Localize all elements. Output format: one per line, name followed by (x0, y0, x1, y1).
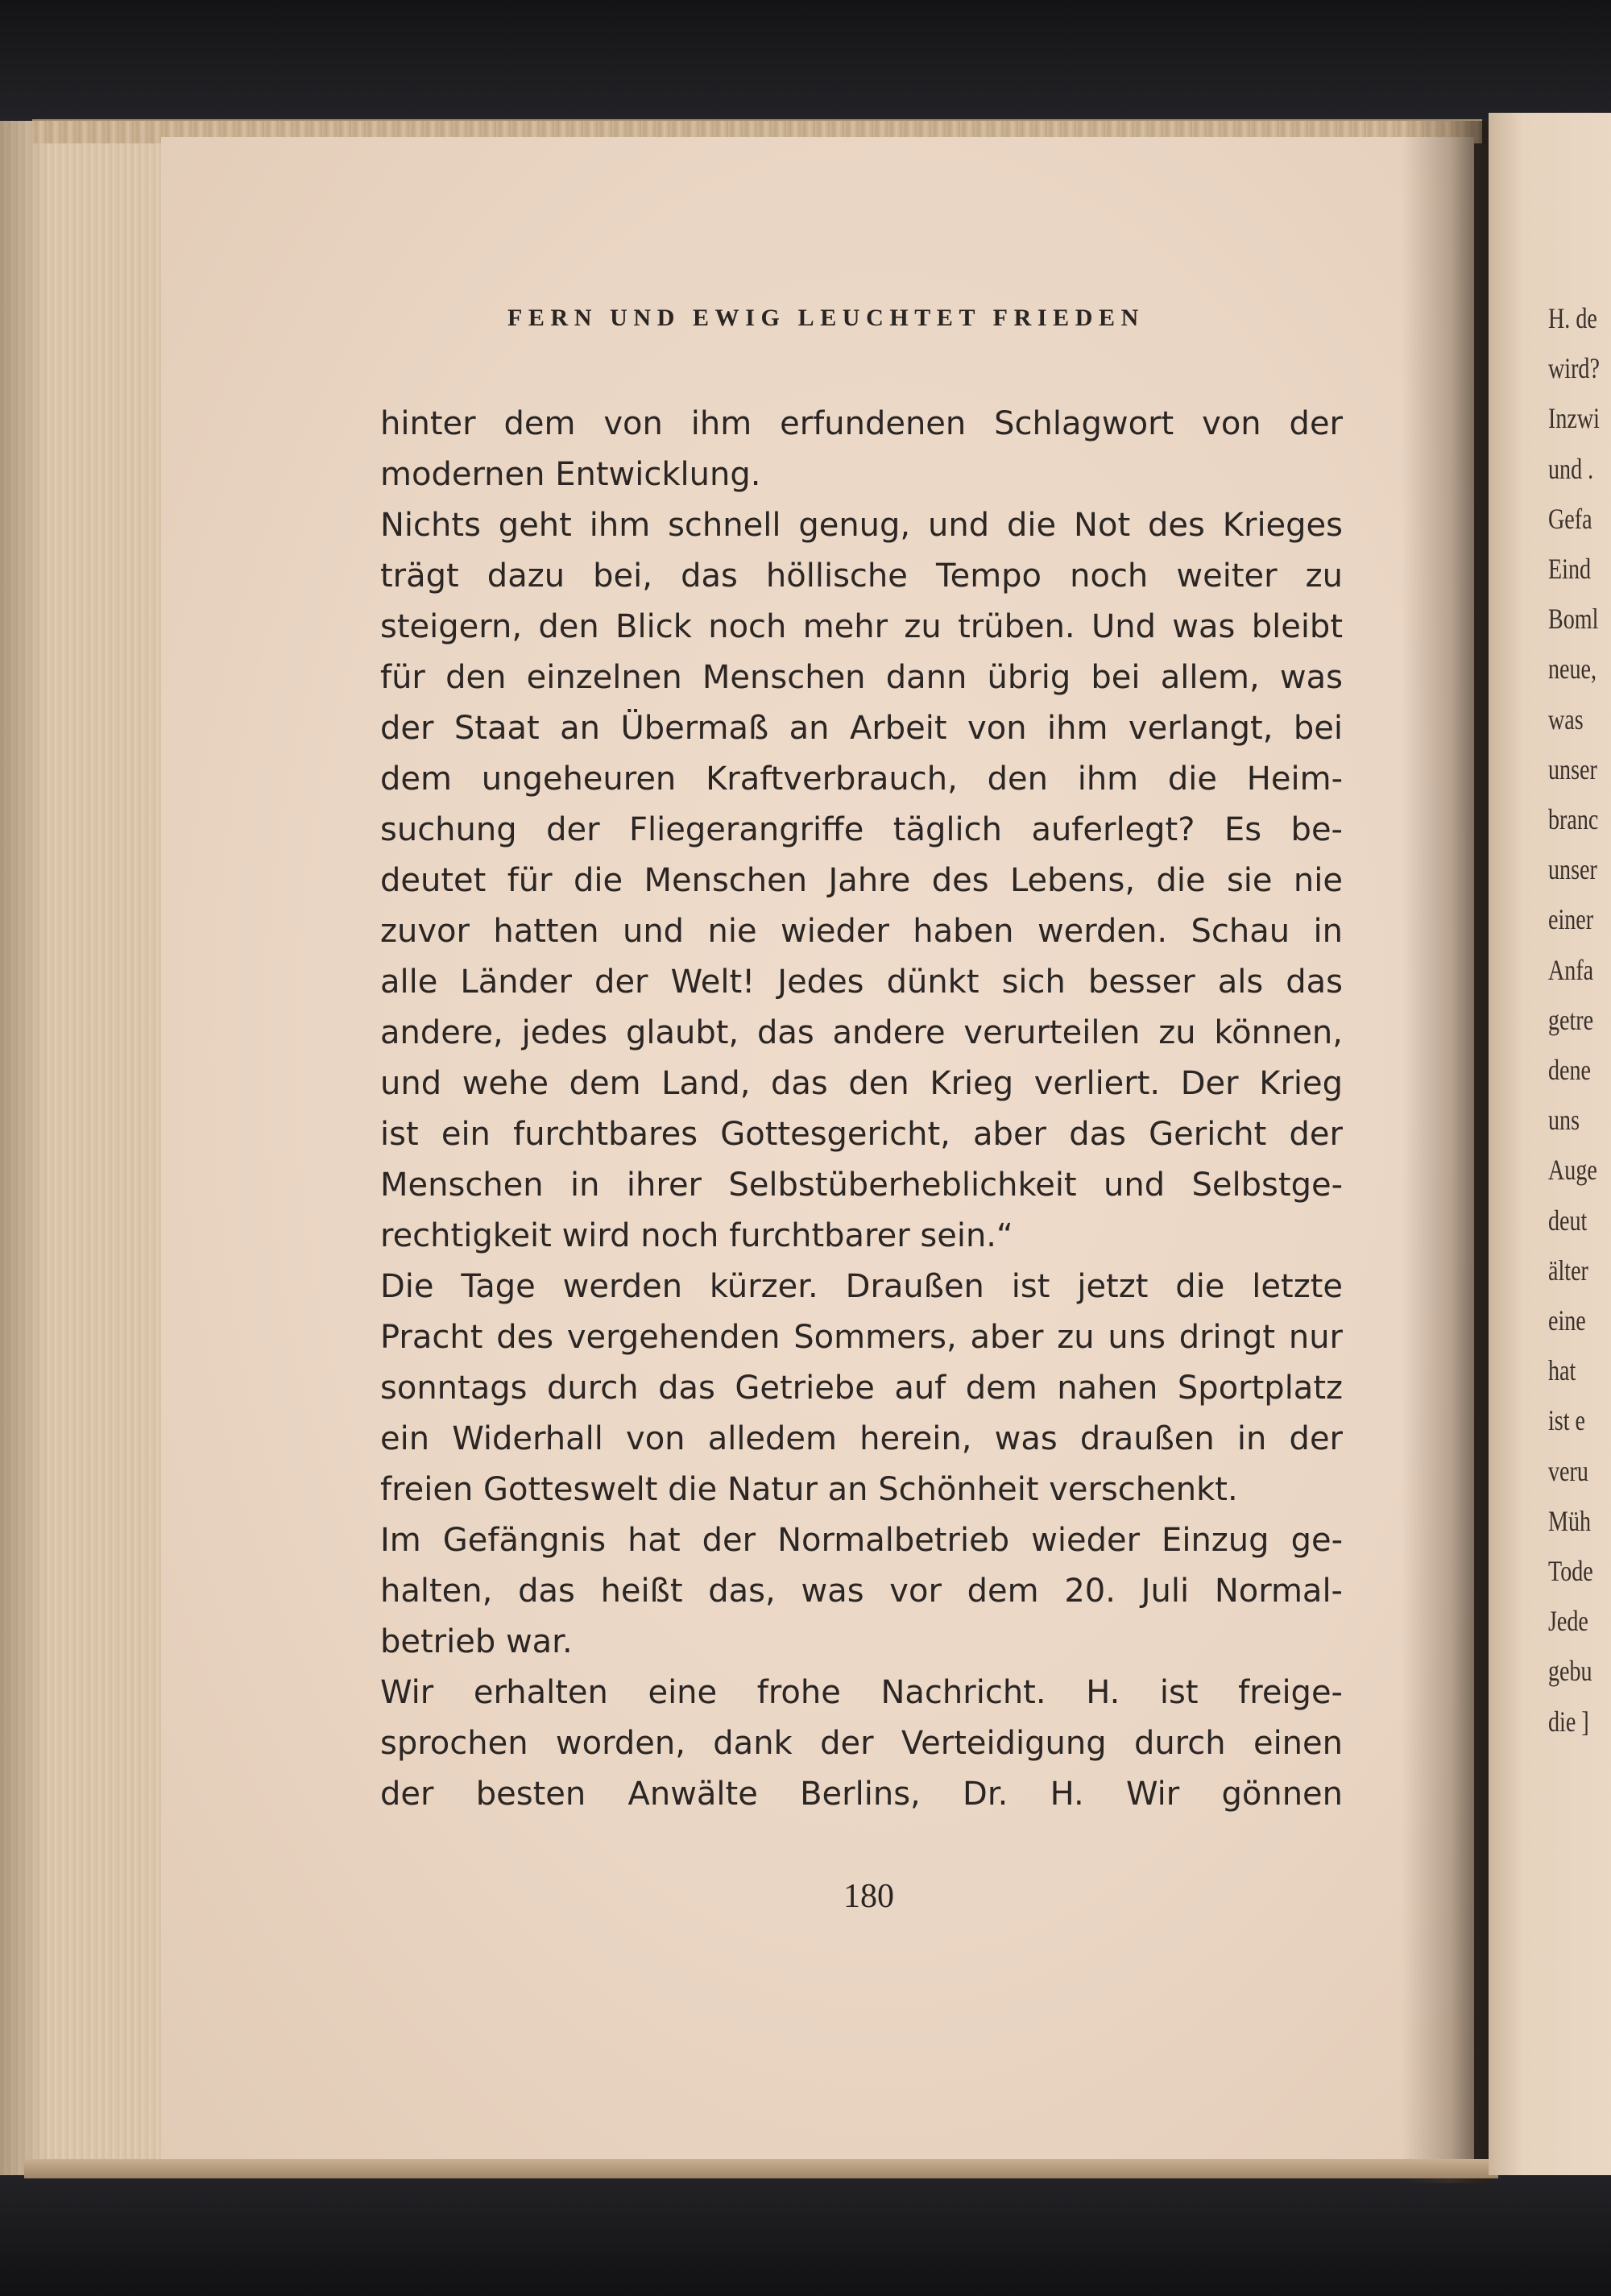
text-line: zuvor hatten und nie wieder haben werden. Schau in (380, 913, 1343, 950)
facing-page-line: was (1548, 702, 1584, 736)
facing-page-line: wird? (1548, 352, 1600, 385)
dark-background-bottom (0, 2175, 1611, 2296)
text-line: andere, jedes glaubt, das andere verurteilen zu können, (380, 1014, 1343, 1051)
facing-page-line: branc (1548, 803, 1599, 835)
facing-page-line: Boml (1548, 603, 1599, 636)
facing-page-line: neue, (1548, 653, 1597, 686)
text-line: ist ein furchtbares Gottesgericht, aber das Gericht der (380, 1116, 1343, 1153)
text-line: freien Gotteswelt die Natur an Schönheit verschenkt. (380, 1471, 1238, 1508)
text-line: der Staat an Übermaß an Arbeit von ihm verlangt, bei (380, 710, 1343, 747)
text-line: dem ungeheuren Kraftverbrauch, den ihm die Heim- (380, 760, 1343, 798)
text-line: betrieb war. (380, 1623, 573, 1660)
facing-page-line: ist e (1548, 1404, 1586, 1437)
facing-page-line: Tode (1548, 1555, 1593, 1587)
text-line: der besten Anwälte Berlins, Dr. H. Wir gönnen (380, 1776, 1343, 1813)
text-line: für den einzelnen Menschen dann übrig bei allem, was (380, 659, 1343, 696)
facing-page-line: Auge (1548, 1154, 1597, 1187)
text-line: ein Widerhall von alledem herein, was draußen in der (380, 1420, 1343, 1457)
text-line: Im Gefängnis hat der Normalbetrieb wieder Einzug ge- (380, 1522, 1343, 1559)
facing-page-line: eine (1548, 1304, 1586, 1337)
page-number: 180 (843, 1878, 894, 1915)
facing-page-line: älter (1548, 1254, 1588, 1287)
facing-page-line: veru (1548, 1454, 1588, 1487)
text-line: halten, das heißt das, was vor dem 20. Juli Normal- (380, 1573, 1343, 1610)
facing-page-line: Jede (1548, 1605, 1588, 1638)
facing-page-line: dene (1548, 1054, 1592, 1086)
facing-page-line: H. de (1548, 302, 1597, 334)
text-line: modernen Entwicklung. (380, 456, 761, 493)
text-line: steigern, den Blick noch mehr zu trüben. Und was bleibt (380, 608, 1343, 645)
facing-page-line: Müh (1548, 1504, 1592, 1537)
text-line: hinter dem von ihm erfundenen Schlagwort von der (380, 405, 1343, 442)
dark-background-top (0, 0, 1611, 121)
facing-page-line: einer (1548, 903, 1594, 936)
text-line: suchung der Fliegerangriffe täglich auferlegt? Es be- (380, 811, 1343, 848)
text-line: deutet für die Menschen Jahre des Lebens, die sie nie (380, 862, 1343, 899)
facing-page-line: deut (1548, 1204, 1588, 1237)
text-line: Menschen in ihrer Selbstüberheblichkeit und Selbstge- (380, 1167, 1343, 1204)
body-text (380, 399, 1343, 1820)
facing-page (1489, 113, 1611, 2175)
running-head: FERN UND EWIG LEUCHTET FRIEDEN (507, 305, 1145, 331)
text-line: und wehe dem Land, das den Krieg verliert. Der Krieg (380, 1065, 1343, 1102)
text-line: Nichts geht ihm schnell genug, und die Not des Krieges (380, 507, 1343, 544)
text-line: sprochen worden, dank der Verteidigung durch einen (380, 1725, 1343, 1762)
facing-page-line: Anfa (1548, 953, 1594, 986)
text-line: Die Tage werden kürzer. Draußen ist jetzt die letzte (380, 1268, 1343, 1305)
text-line: Wir erhalten eine frohe Nachricht. H. ist freige- (380, 1674, 1343, 1711)
text-line: sonntags durch das Getriebe auf dem nahen Sportplatz (380, 1370, 1343, 1407)
facing-page-line: getre (1548, 1003, 1594, 1036)
facing-page-line: Eind (1548, 553, 1592, 585)
facing-page-line: gebu (1548, 1655, 1592, 1688)
facing-page-line: und . (1548, 452, 1594, 485)
facing-page-line: unser (1548, 853, 1597, 886)
facing-page-line: hat (1548, 1354, 1576, 1387)
facing-page-line: Gefa (1548, 502, 1592, 535)
facing-page-line: uns (1548, 1104, 1580, 1137)
text-line: rechtigkeit wird noch furchtbarer sein.“ (380, 1217, 1013, 1254)
text-line: Pracht des vergehenden Sommers, aber zu uns dringt nur (380, 1319, 1343, 1356)
binding-gutter-shadow (1402, 121, 1490, 2183)
page-bottom-edge (24, 2159, 1498, 2178)
page-stack-shadow (0, 121, 48, 2175)
facing-page-line: Inzwi (1548, 402, 1600, 435)
facing-page-line: unser (1548, 752, 1597, 785)
text-line: trägt dazu bei, das höllische Tempo noch weiter zu (380, 557, 1343, 595)
facing-page-line: die ] (1548, 1705, 1589, 1738)
text-line: alle Länder der Welt! Jedes dünkt sich besser als das (380, 964, 1343, 1001)
